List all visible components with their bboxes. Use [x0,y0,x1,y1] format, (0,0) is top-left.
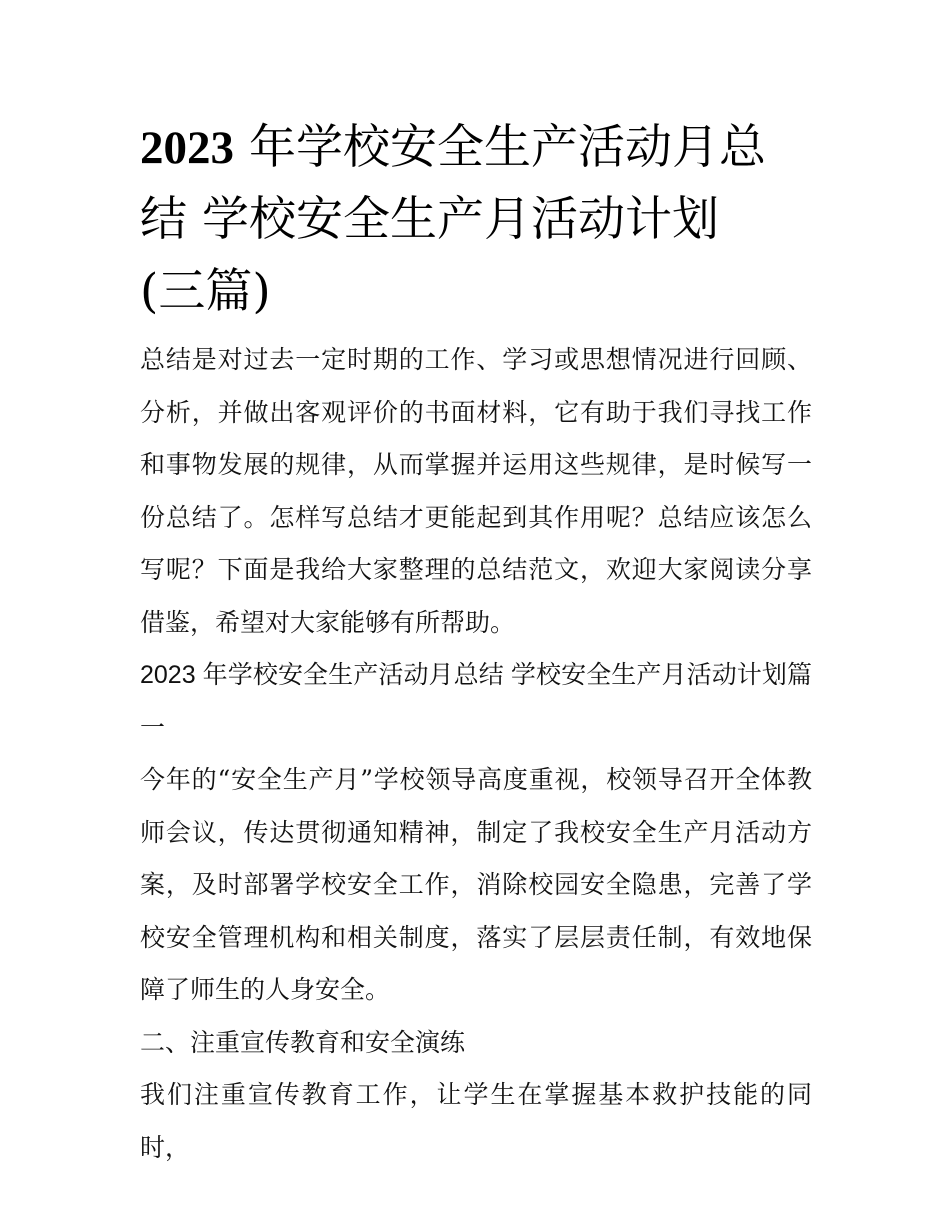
intro-paragraph: 总结是对过去一定时期的工作、学习或思想情况进行回顾、分析，并做出客观评价的书面材料，它有助于我们寻找工作和事物发展的规律，从而掌握并运用这些规律，是时候写一份总结了。怎样写总结才更能起到其作用呢？总结应该怎么写呢？下面是我给大家整理的总结范文，欢迎大家阅读分享借鉴，希望对大家能够有所帮助。 [140,345,812,637]
title-line-2: 结 学校安全生产月活动计划 [140,192,719,247]
paragraph-1: 今年的“安全生产月”学校领导高度重视，校领导召开全体教师会议，传达贯彻通知精神，制定了我校安全生产月活动方案，及时部署学校安全工作，消除校园安全隐患，完善了学校安全管理机构和相关制度，落实了层层责任制，有效地保障了师生的人身安全。 [140,765,812,1004]
title-line-1: 2023 年学校安全生产活动月总 [140,120,766,175]
section-title: 2023 年学校安全生产活动月总结 学校安全生产月活动计划篇一 [140,661,812,742]
title-line-3: (三篇) [140,264,271,319]
paragraph-2: 我们注重宣传教育工作，让学生在掌握基本救护技能的同时， [140,1080,812,1162]
document-title [140,112,812,328]
document-body [140,334,812,1174]
subheading: 二、注重宣传教育和安全演练 [140,1027,466,1057]
document-page [140,112,812,1174]
